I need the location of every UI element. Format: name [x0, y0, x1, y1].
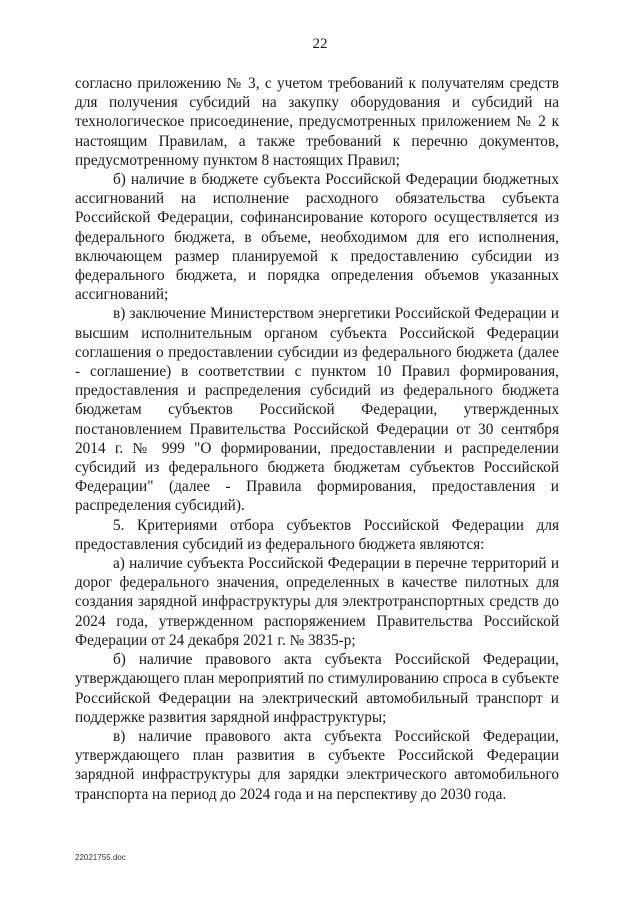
- paragraph-item-b-budget: б) наличие в бюджете субъекта Российской Федерации бюджетных ассигнований на исполнение расходного обязательства субъекта Российской Федерации, софинансирование которого осуществляется из федерального бюджета, в объеме, необходимом для его исполнения, включающем размер планируемой к предоставлению субсидии из федерального бюджета, и порядка определения объемов указанных ассигнований;: [75, 171, 559, 304]
- paragraph-item-v-agreement: в) заключение Министерством энергетики Российской Федерации и высшим исполнительным органом субъекта Российской Федерации соглашения о предоставлении субсидии из федерального бюджета (далее - соглашение) в соответствии с пунктом 10 Правил формирования, предоставления и распределения субсидий из федерального бюджета бюджетам субъектов Российской Федерации, утвержденных постановлением Правительства Российской Федерации от 30 сентября 2014 г. № 999 "О формировании, предоставлении и распределении субсидий из федерального бюджета бюджетам субъектов Российской Федерации" (далее - Правила формирования, предоставления и распределения субсидий).: [75, 305, 559, 515]
- page-number: 22: [312, 36, 328, 52]
- paragraph-criterion-v: в) наличие правового акта субъекта Российской Федерации, утверждающего план развития в субъекте Российской Федерации зарядной инфраструктуры для зарядки электрического автомобильного транспорта на период до 2024 года и на перспективу до 2030 года.: [75, 727, 559, 803]
- paragraph-criterion-a: а) наличие субъекта Российской Федерации в перечне территорий и дорог федерального значения, определенных в качестве пилотных для создания зарядной инфраструктуры для электротранспортных средств до 2024 года, утвержденном распоряжением Правительства Российской Федерации от 24 декабря 2021 г. № 3835-р;: [75, 555, 559, 649]
- footer-file-code: 22021755.doc: [75, 853, 126, 862]
- document-body: [75, 74, 559, 804]
- paragraph-section-5-criteria: 5. Критериями отбора субъектов Российской Федерации для предоставления субсидий из федерального бюджета являются:: [75, 516, 559, 553]
- paragraph-criterion-b: б) наличие правового акта субъекта Российской Федерации, утверждающего план мероприятий по стимулированию спроса в субъекте Российской Федерации на электрический автомобильный транспорт и поддержке развития зарядной инфраструктуры;: [75, 651, 559, 726]
- paragraph-continuation: согласно приложению № 3, с учетом требований к получателям средств для получения субсидий на закупку оборудования и субсидий на технологическое присоединение, предусмотренных приложением № 2 к настоящим Правилам, а также требований к перечню документов, предусмотренному пунктом 8 настоящих Правил;: [75, 75, 559, 169]
